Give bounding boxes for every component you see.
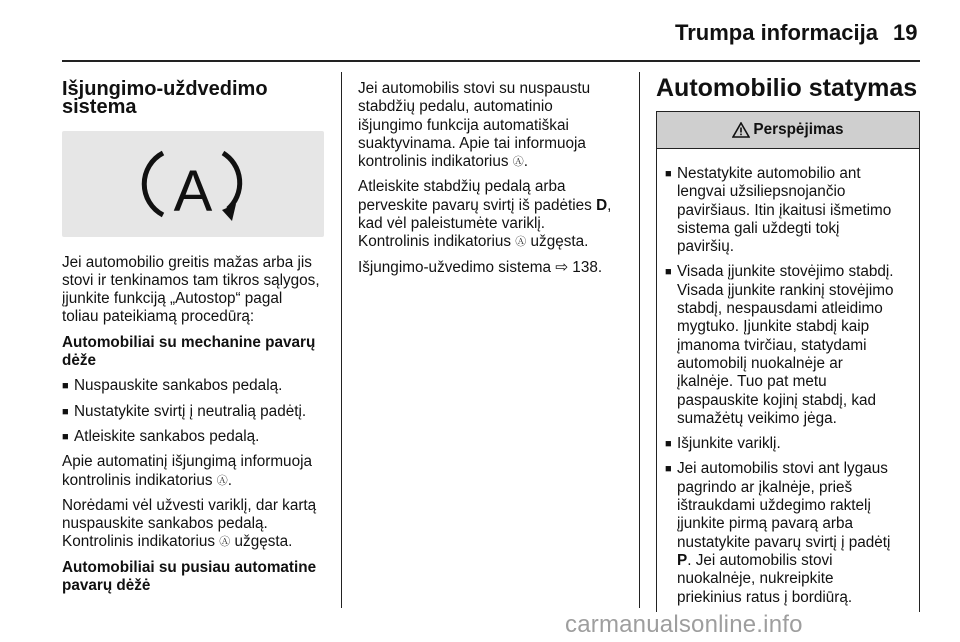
svg-text:A: A bbox=[173, 158, 213, 224]
warning-title: Perspėjimas bbox=[753, 121, 844, 138]
list-item: ■ Visada įjunkite stovėjimo stabdį. Visada įjunkite rankinį stovėjimo stabdį, nespausdami atleidimo mygtuko. Įjunkite stabdį kaip įmanoma tvirčiau, statydami automobilį nuokalnėje ar įkalnėje. Tuo pat metu paspauskite kojinį stabdį, kad sumažėtų veikimo jėga. bbox=[665, 263, 894, 427]
list-item: ■ Atleiskite sankabos pedalą. bbox=[62, 427, 260, 445]
autostop-icon bbox=[62, 131, 324, 237]
list-item: ■ Jei automobilis stovi ant lygaus pagrindo ar įkalnėje, prieš ištraukdami uždegimo raktelį įjunkite pirmą pavarą arba nustatykite pavarų svirtį į padėtį P. Jei automobilis stovi nuokalnėje, nukreipkite priekinius ratus į bordiūrą. bbox=[665, 460, 891, 606]
bullet-icon: ■ bbox=[665, 266, 672, 279]
cross-reference: Išjungimo-užvedimo sistema ⇨ 138. bbox=[358, 258, 603, 276]
bullet-icon: ■ bbox=[665, 168, 672, 180]
autostop-info-paragraph: Apie automatinį išjungimą informuoja kontrolinis indikatorius Ⓐ. bbox=[62, 453, 312, 489]
page-header-title: Trumpa informacija bbox=[675, 20, 878, 45]
arrow-reference-icon: ⇨ bbox=[555, 258, 569, 276]
middle-column bbox=[358, 80, 628, 284]
warning-header bbox=[657, 112, 919, 149]
page-number: 19 bbox=[893, 20, 918, 45]
column-divider-2 bbox=[639, 72, 640, 608]
warning-box bbox=[656, 111, 920, 612]
section-heading: Išjungimo-uždvedimo sistema bbox=[62, 78, 268, 119]
autostop-indicator-icon: Ⓐ bbox=[515, 236, 527, 249]
left-column bbox=[62, 80, 330, 602]
header-rule bbox=[62, 60, 920, 62]
warning-triangle-icon bbox=[732, 122, 750, 138]
autostop-indicator-icon: Ⓐ bbox=[219, 536, 231, 549]
semi-automatic-subheading: Automobiliai su pusiau automatine pavarų dėžė bbox=[62, 558, 317, 595]
bullet-icon: ■ bbox=[62, 405, 69, 418]
list-item: ■ Nustatykite svirtį į neutralią padėtį. bbox=[62, 402, 307, 420]
bullet-icon: ■ bbox=[62, 430, 69, 443]
list-item: ■ Nuspauskite sankabos pedalą. bbox=[62, 377, 283, 395]
autostop-indicator-icon: Ⓐ bbox=[216, 474, 228, 487]
list-item: ■ Išjunkite variklį. bbox=[665, 435, 781, 453]
right-heading: Automobilio statymas bbox=[656, 74, 918, 102]
release-paragraph: Atleiskite stabdžių pedalą arba perveskite pavarų svirtį iš padėties D, kad vėl paleistumėte variklį. Kontrolinis indikatorius Ⓐ užgęsta. bbox=[358, 178, 612, 251]
intro-paragraph: Jei automobilio greitis mažas arba jis stovi ir tenkinamos tam tikros sąlygos, įjunkite funkciją „Autostop“ pagal toliau pateikiamą procedūrą: bbox=[62, 253, 320, 326]
bullet-icon: ■ bbox=[665, 463, 672, 476]
column-divider-1 bbox=[341, 72, 342, 608]
brake-paragraph: Jei automobilis stovi su nuspaustu stabdžių pedalu, automatinio išjungimo funkcija automatiškai suaktyvinama. Apie tai informuoja kontrolinis indikatorius Ⓐ. bbox=[358, 80, 591, 171]
manual-gearbox-subheading: Automobiliai su mechanine pavarų dėže bbox=[62, 333, 316, 370]
watermark: carmanualsonline.info bbox=[565, 611, 803, 638]
autostop-illustration bbox=[62, 131, 324, 237]
bullet-icon: ■ bbox=[62, 380, 69, 393]
list-item: ■ Nestatykite automobilio ant lengvai užsiliepsnojančio paviršiaus. Itin įkaitusi išmetimo sistema gali uždegti tokį paviršių. bbox=[665, 165, 892, 256]
bullet-icon: ■ bbox=[665, 438, 672, 451]
autostop-indicator-icon: Ⓐ bbox=[512, 156, 524, 169]
restart-paragraph: Norėdami vėl užvesti variklį, dar kartą nuspauskite sankabos pedalą. Kontrolinis indikatorius Ⓐ užgęsta. bbox=[62, 496, 317, 551]
